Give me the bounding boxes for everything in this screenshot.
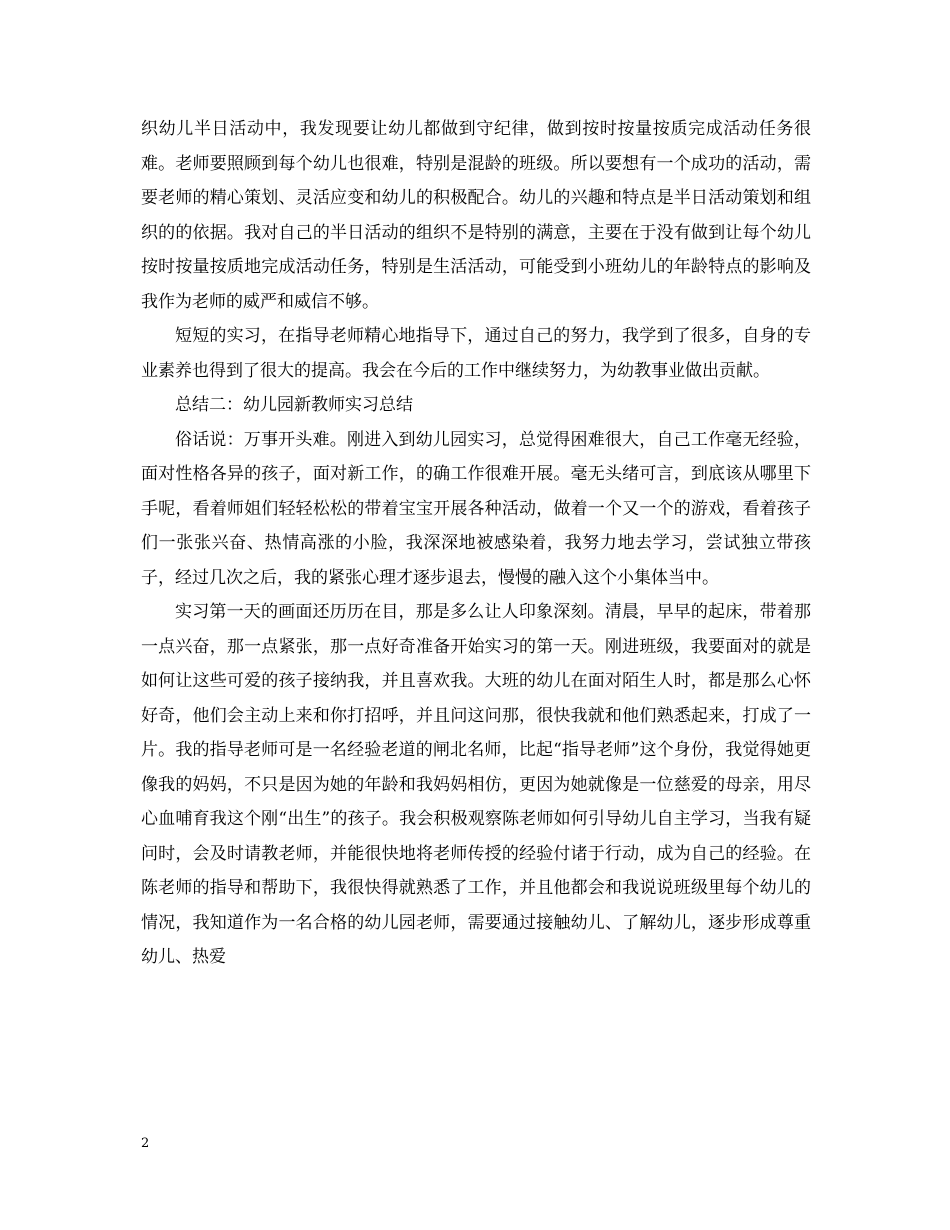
page-number: 2	[141, 1136, 150, 1151]
paragraph-beginning-difficulties: 俗话说：万事开头难。刚进入到幼儿园实习，总觉得困难很大，自己工作毫无经验，面对性格各异的孩子，面对新工作，的确工作很难开展。毫无头绪可言，到底该从哪里下手呢，看着师姐们轻轻松松的带着宝宝开展各种活动，做着一个又一个的游戏，看着孩子们一张张兴奋、热情高涨的小脸，我深深地被感染着，我努力地去学习，尝试独立带孩子，经过几次之后，我的紧张心理才逐步退去，慢慢的融入这个小集体当中。	[141, 429, 811, 588]
paragraph-internship-reflection: 短短的实习，在指导老师精心地指导下，通过自己的努力，我学到了很多，自身的专业素养也得到了很大的提高。我会在今后的工作中继续努力，为幼教事业做出贡献。	[141, 326, 811, 381]
paragraph-first-day: 实习第一天的画面还历历在目，那是多么让人印象深刻。清晨，早早的起床，带着那一点兴奋，那一点紧张，那一点好奇准备开始实习的第一天。刚进班级，我要面对的就是如何让这些可爱的孩子接纳我，并且喜欢我。大班的幼儿在面对陌生人时，都是那么心怀好奇，他们会主动上来和你打招呼，并且问这问那，很快我就和他们熟悉起来，打成了一片。我的指导老师可是一名经验老道的闸北名师，比起“指导老师”这个身份，我觉得她更像我的妈妈，不只是因为她的年龄和我妈妈相仿，更因为她就像是一位慈爱的母亲，用尽心血哺育我这个刚“出生”的孩子。我会积极观察陈老师如何引导幼儿自主学习，当我有疑问时，会及时请教老师，并能很快地将老师传授的经验付诸于行动，成为自己的经验。在陈老师的指导和帮助下，我很快得就熟悉了工作，并且他都会和我说说班级里每个幼儿的情况，我知道作为一名合格的幼儿园老师，需要通过接触幼儿、了解幼儿，逐步形成尊重幼儿、热爱	[141, 602, 811, 967]
paragraph-continued: 织幼儿半日活动中，我发现要让幼儿都做到守纪律，做到按时按量按质完成活动任务很难。老师要照顾到每个幼儿也很难，特别是混龄的班级。所以要想有一个成功的活动，需要老师的精心策划、灵活应变和幼儿的积极配合。幼儿的兴趣和特点是半日活动策划和组织的的依据。我对自己的半日活动的组织不是特别的满意，主要在于没有做到让每个幼儿按时按量按质地完成活动任务，特别是生活活动，可能受到小班幼儿的年龄特点的影响及我作为老师的威严和威信不够。	[141, 119, 811, 312]
section-heading: 总结二：幼儿园新教师实习总结	[175, 395, 413, 415]
body-text	[141, 112, 811, 975]
